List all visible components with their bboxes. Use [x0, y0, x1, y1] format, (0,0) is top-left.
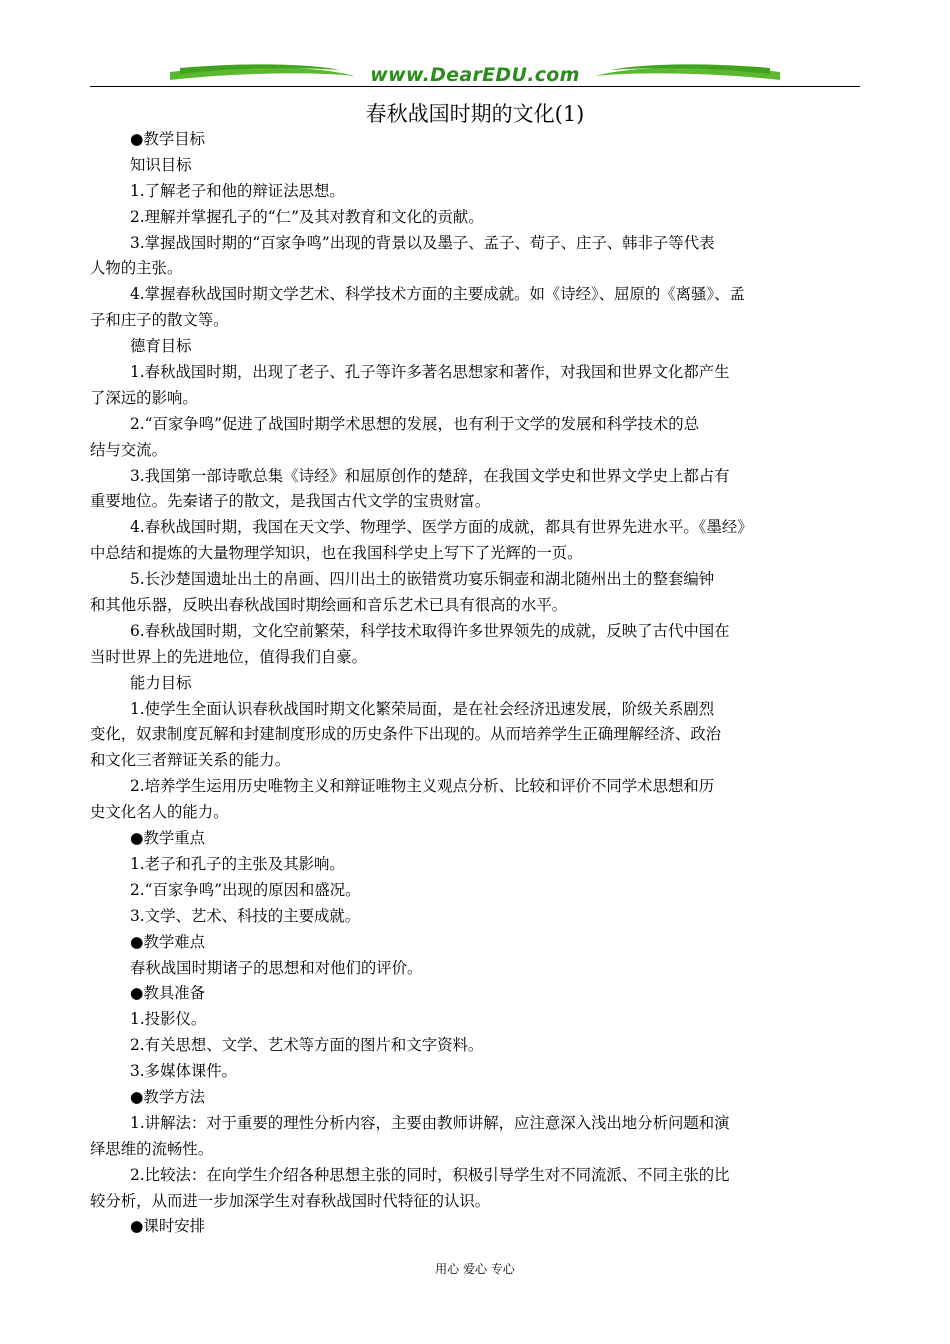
text-line: 较分析，从而进一步加深学生对春秋战国时代特征的认识。: [90, 1191, 491, 1210]
text-line: 能力目标: [130, 673, 192, 692]
text-line: 了深远的影响。: [90, 388, 198, 407]
text-line: 1.了解老子和他的辩证法思想。: [130, 181, 345, 200]
site-logo: www.DearEDU.com: [370, 64, 580, 86]
text-line: 3.我国第一部诗歌总集《诗经》和屈原创作的楚辞，在我国文学史和世界文学史上都占有: [130, 466, 730, 485]
text-line: ●教学重点: [130, 829, 205, 848]
text-line: 1.使学生全面认识春秋战国时期文化繁荣局面，是在社会经济迅速发展，阶级关系剧烈: [130, 699, 715, 718]
text-line: 4.春秋战国时期，我国在天文学、物理学、医学方面的成就，都具有世界先进水平。《墨经》: [130, 518, 753, 537]
text-line: ●教学目标: [130, 130, 205, 148]
text-line: 2.有关思想、文学、艺术等方面的图片和文字资料。: [130, 1036, 484, 1055]
text-line: 重要地位。先秦诸子的散文，是我国古代文学的宝贵财富。: [90, 492, 491, 511]
text-line: 1.春秋战国时期，出现了老子、孔子等许多著名思想家和著作，对我国和世界文化都产生: [130, 363, 730, 382]
text-line: ●教学方法: [130, 1087, 205, 1106]
text-line: 中总结和提炼的大量物理学知识，也在我国科学史上写下了光辉的一页。: [90, 544, 583, 563]
text-line: 绎思维的流畅性。: [90, 1139, 214, 1158]
header-divider: [90, 86, 860, 87]
text-line: 1.老子和孔子的主张及其影响。: [130, 854, 345, 873]
text-line: 2.培养学生运用历史唯物主义和辩证唯物主义观点分析、比较和评价不同学术思想和历: [130, 777, 715, 796]
text-line: 子和庄子的散文等。: [90, 311, 229, 330]
text-line: ●教具准备: [130, 984, 205, 1003]
text-line: 史文化名人的能力。: [90, 803, 229, 822]
text-line: 2.理解并掌握孔子的“仁”及其对教育和文化的贡献。: [130, 207, 484, 226]
page-title: 春秋战国时期的文化(1): [365, 102, 585, 126]
document-body: [90, 127, 860, 1240]
text-line: 1.讲解法：对于重要的理性分析内容，主要由教师讲解，应注意深入浅出地分析问题和演: [130, 1113, 730, 1132]
text-line: ●课时安排: [130, 1217, 205, 1236]
text-line: 3.文学、艺术、科技的主要成就。: [130, 906, 361, 925]
text-line: 人物的主张。: [90, 259, 183, 278]
site-header: [90, 60, 860, 96]
text-line: 春秋战国时期诸子的思想和对他们的评价。: [130, 958, 423, 977]
text-line: 和其他乐器，反映出春秋战国时期绘画和音乐艺术已具有很高的水平。: [90, 596, 568, 615]
text-line: 6.春秋战国时期，文化空前繁荣，科学技术取得许多世界领先的成就，反映了古代中国在: [130, 621, 730, 640]
text-line: 3.掌握战国时期的“百家争鸣”出现的背景以及墨子、孟子、荀子、庄子、韩非子等代表: [130, 233, 715, 252]
page-footer: 用心 爱心 专心: [435, 1262, 515, 1276]
text-line: 2.比较法：在向学生介绍各种思想主张的同时，积极引导学生对不同流派、不同主张的比: [130, 1165, 730, 1184]
text-line: 2.“百家争鸣”促进了战国时期学术思想的发展，也有利于文学的发展和科学技术的总: [130, 414, 700, 433]
text-line: 3.多媒体课件。: [130, 1062, 238, 1081]
text-line: 变化，奴隶制度瓦解和封建制度形成的历史条件下出现的。从而培养学生正确理解经济、政治: [90, 725, 722, 744]
text-line: 知识目标: [130, 155, 192, 174]
text-line: ●教学难点: [130, 932, 205, 951]
text-line: 4.掌握春秋战国时期文学艺术、科学技术方面的主要成就。如《诗经》、屈原的《离骚》、孟: [130, 285, 745, 304]
text-line: 结与交流。: [90, 440, 167, 459]
text-line: 和文化三者辩证关系的能力。: [90, 751, 291, 770]
text-line: 1.投影仪。: [130, 1010, 207, 1029]
text-line: 2.“百家争鸣”出现的原因和盛况。: [130, 880, 361, 899]
text-line: 5.长沙楚国遗址出土的帛画、四川出土的嵌错赏功宴乐铜壶和湖北随州出土的整套编钟: [130, 570, 715, 589]
text-line: 德育目标: [130, 337, 192, 356]
text-line: 当时世界上的先进地位，值得我们自豪。: [90, 647, 368, 666]
